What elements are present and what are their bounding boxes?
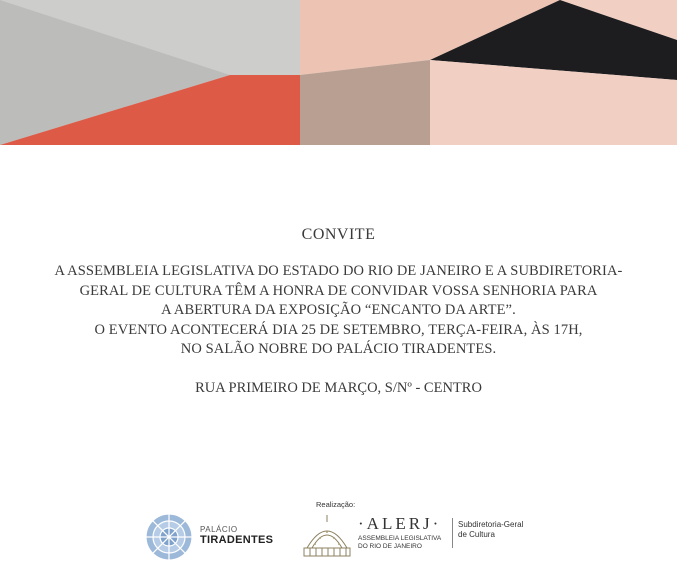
palacio-tiradentes-logo — [144, 512, 284, 560]
subdiretoria-line-2: de Cultura — [458, 529, 495, 539]
alerj-name: ·ALERJ· — [358, 514, 442, 533]
alerj-logo-block — [296, 500, 526, 570]
alerj-sub-line-2: DO RIO DE JANEIRO — [358, 542, 422, 550]
invite-line-1: A ASSEMBLEIA LEGISLATIVA DO ESTADO DO RIO DE JANEIRO E A SUBDIRETORIA- — [54, 263, 623, 279]
alerj-sub-line-1: ASSEMBLEIA LEGISLATIVA — [358, 535, 442, 542]
subdiretoria-label — [458, 520, 528, 539]
subdiretoria-line-1: Subdiretoria-Geral — [458, 520, 524, 529]
tiradentes-label: TIRADENTES — [200, 534, 274, 546]
alerj-dome-icon — [300, 512, 354, 558]
invite-line-2: GERAL DE CULTURA TÊM A HONRA DE CONVIDAR VOSSA SENHORIA PARA — [79, 282, 598, 299]
invite-body — [0, 262, 677, 360]
invite-title: CONVITE — [301, 226, 376, 243]
realizacao-label: Realização: — [316, 500, 356, 509]
alerj-subtitle — [358, 535, 458, 550]
invite-line-4: O EVENTO ACONTECERÁ DIA 25 DE SETEMBRO, TERÇA-FEIRA, ÀS 17H, — [94, 321, 583, 338]
palacio-tiradentes-emblem-icon — [144, 512, 194, 562]
decorative-banner — [0, 0, 677, 145]
invite-line-3: A ABERTURA DA EXPOSIÇÃO “ENCANTO DA ARTE”. — [161, 302, 516, 318]
invite-line-5: NO SALÃO NOBRE DO PALÁCIO TIRADENTES. — [180, 341, 497, 357]
event-address: RUA PRIMEIRO DE MARÇO, S/Nº - CENTRO — [195, 380, 482, 396]
logo-separator — [452, 518, 453, 548]
banner-taupe — [300, 60, 430, 145]
palacio-label: PALÁCIO — [200, 525, 238, 534]
